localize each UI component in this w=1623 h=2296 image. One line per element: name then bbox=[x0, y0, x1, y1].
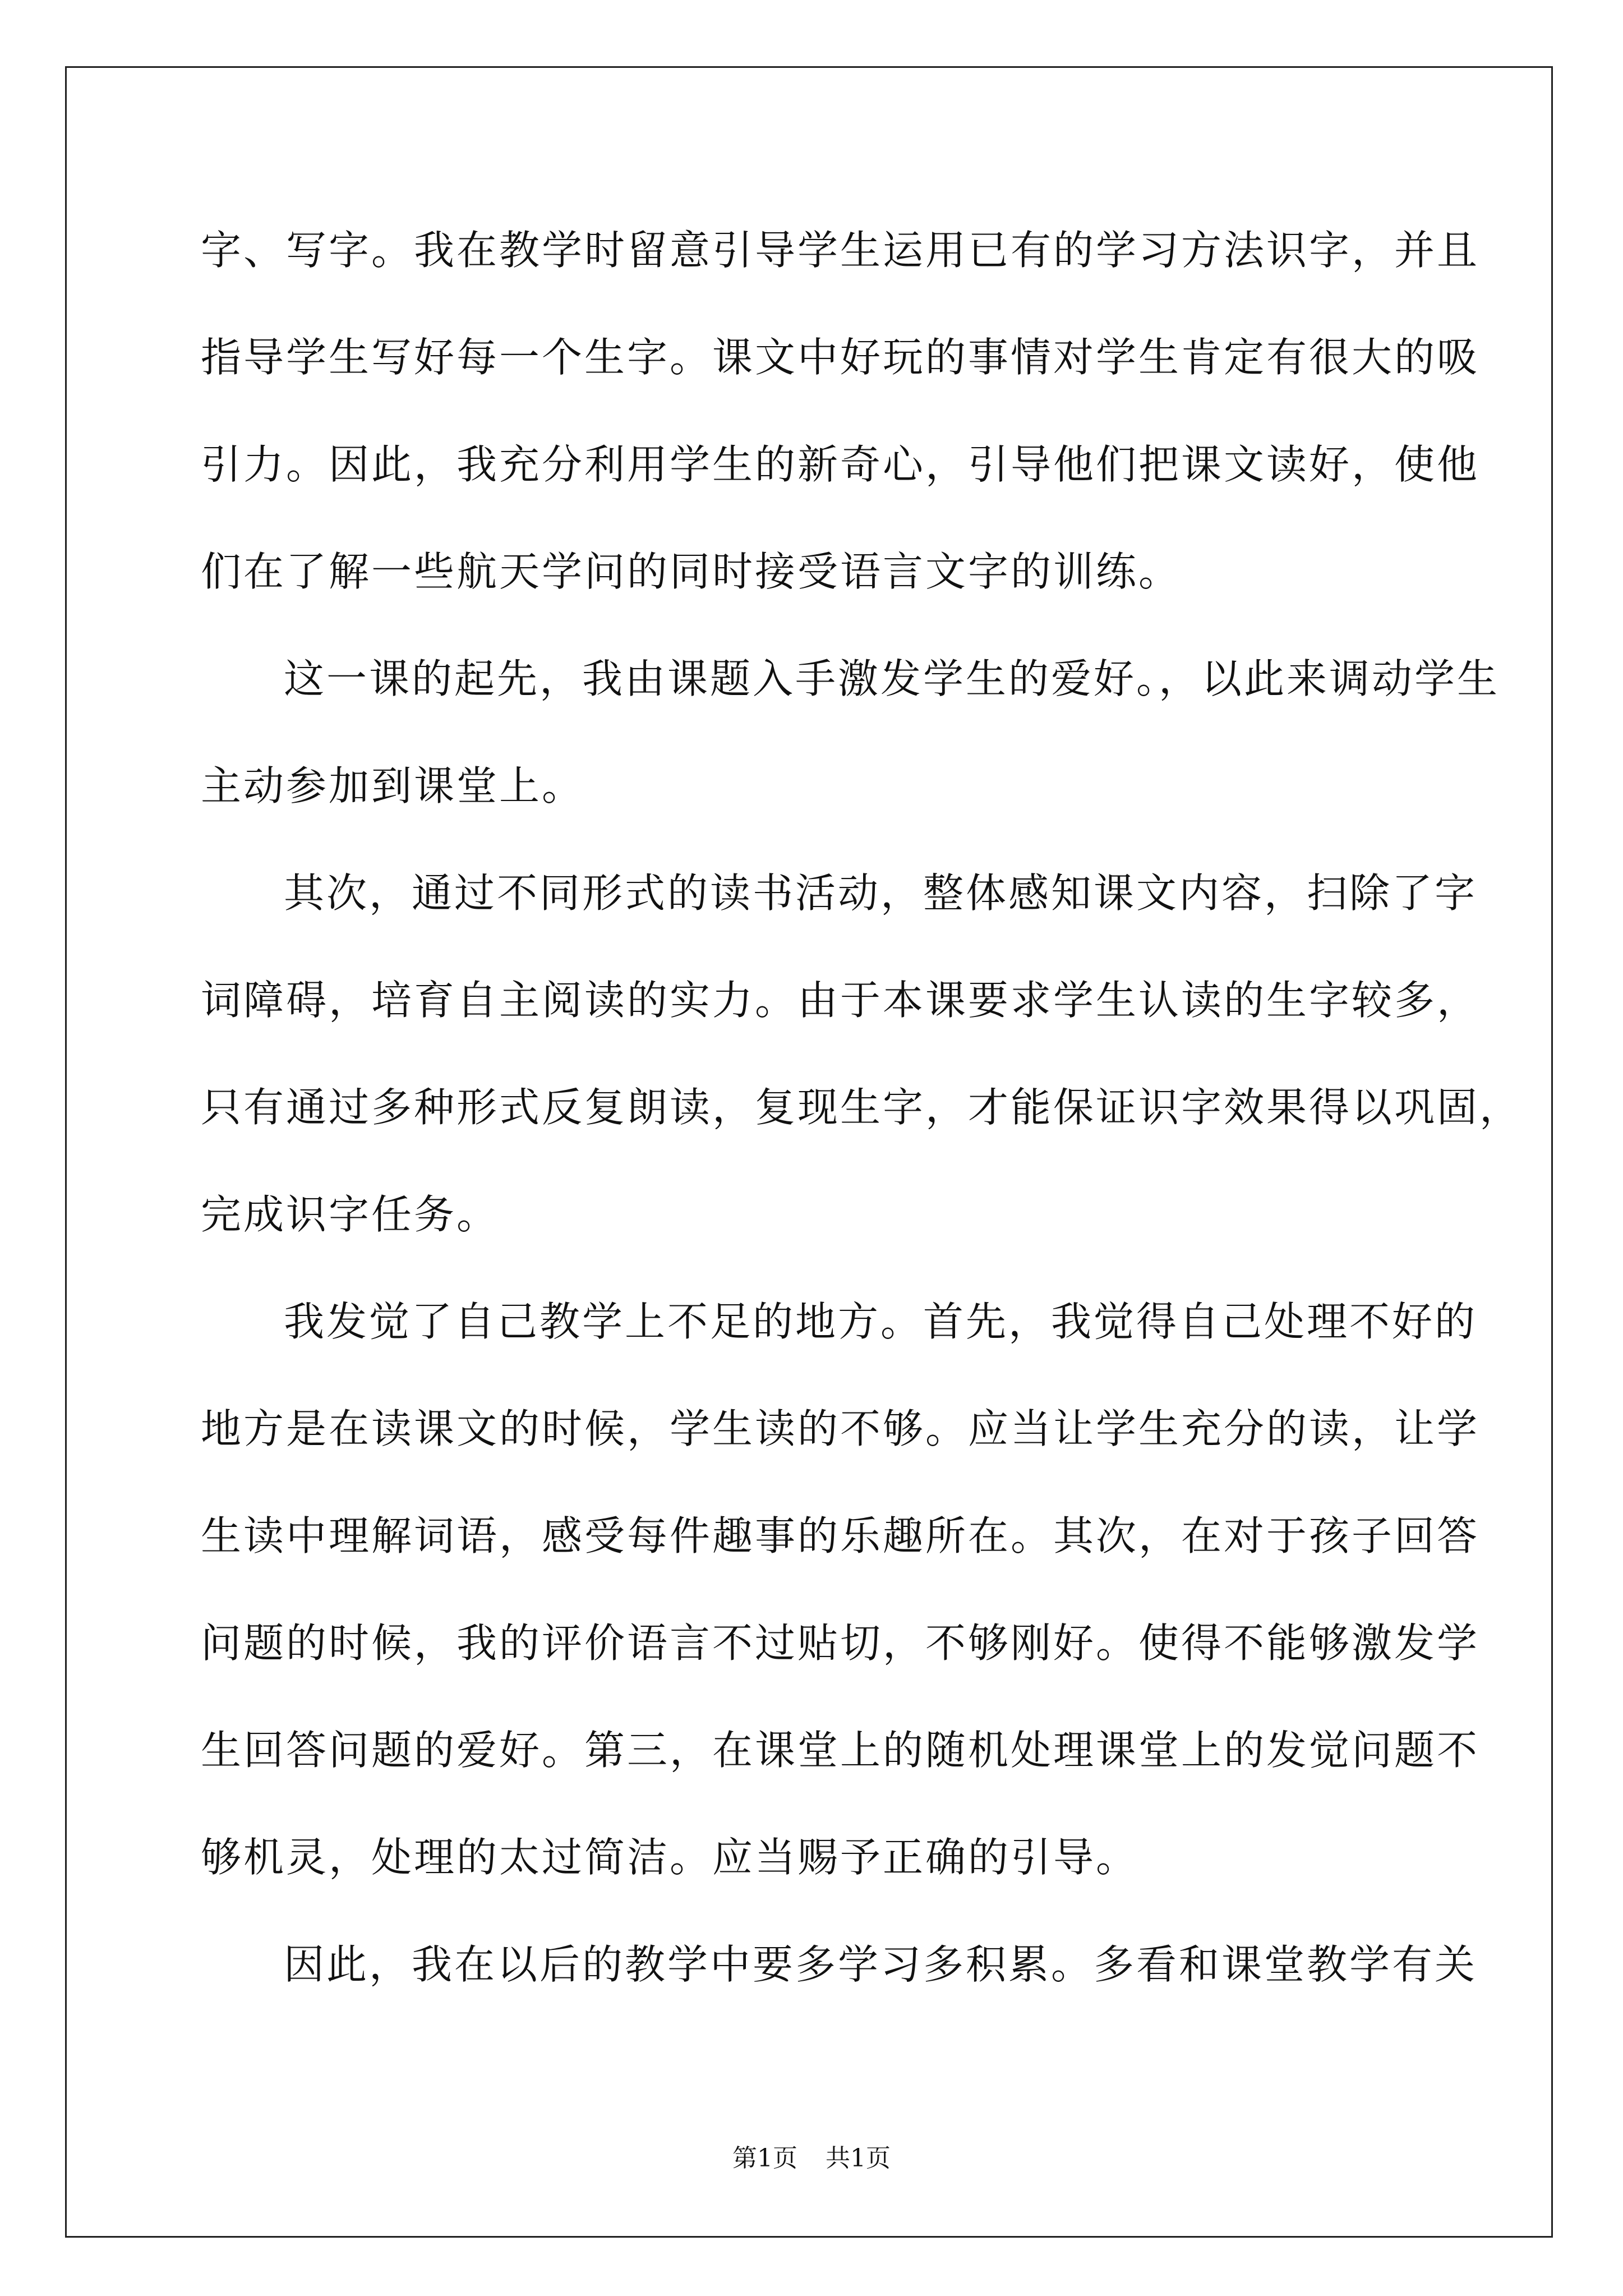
paragraph-line: 够机灵，处理的太过简洁。应当赐予正确的引导。 bbox=[201, 1834, 1139, 1881]
page-total: 共1页 bbox=[826, 2144, 891, 2173]
page-border bbox=[65, 66, 1553, 2238]
paragraph-line: 地方是在读课文的时候，学生读的不够。应当让学生充分的读，让学 bbox=[201, 1405, 1480, 1452]
paragraph-line: 只有通过多种形式反复朗读，复现生字，才能保证识字效果得以巩固， bbox=[201, 1084, 1523, 1131]
paragraph-line: 完成识字任务。 bbox=[201, 1191, 500, 1238]
page-footer bbox=[0, 2142, 1623, 2175]
paragraph-line: 生回答问题的爱好。第三，在课堂上的随机处理课堂上的发觉问题不 bbox=[201, 1727, 1480, 1774]
paragraph-line: 问题的时候，我的评价语言不过贴切，不够刚好。使得不能够激发学 bbox=[201, 1619, 1480, 1667]
paragraph-line: 这一课的起先，我由课题入手激发学生的爱好。，以此来调动学生 bbox=[284, 655, 1500, 702]
paragraph-line: 们在了解一些航天学问的同时接受语言文字的训练。 bbox=[201, 548, 1182, 595]
paragraph-line: 其次，通过不同形式的读书活动，整体感知课文内容，扫除了字 bbox=[284, 869, 1478, 917]
paragraph-line: 因此，我在以后的教学中要多学习多积累。多看和课堂教学有关 bbox=[284, 1941, 1478, 1988]
paragraph-line: 生读中理解词语，感受每件趣事的乐趣所在。其次，在对于孩子回答 bbox=[201, 1512, 1480, 1559]
paragraph-line: 指导学生写好每一个生字。课文中好玩的事情对学生肯定有很大的吸 bbox=[201, 334, 1480, 381]
paragraph-line: 我发觉了自己教学上不足的地方。首先，我觉得自己处理不好的 bbox=[284, 1298, 1478, 1345]
paragraph-line: 引力。因此，我充分利用学生的新奇心，引导他们把课文读好，使他 bbox=[201, 441, 1480, 488]
paragraph-line: 字、写字。我在教学时留意引导学生运用已有的学习方法识字，并且 bbox=[201, 227, 1480, 274]
page-number: 第1页 bbox=[732, 2144, 797, 2173]
paragraph-line: 主动参加到课堂上。 bbox=[201, 762, 585, 809]
paragraph-line: 词障碍，培育自主阅读的实力。由于本课要求学生认读的生字较多， bbox=[201, 977, 1480, 1024]
